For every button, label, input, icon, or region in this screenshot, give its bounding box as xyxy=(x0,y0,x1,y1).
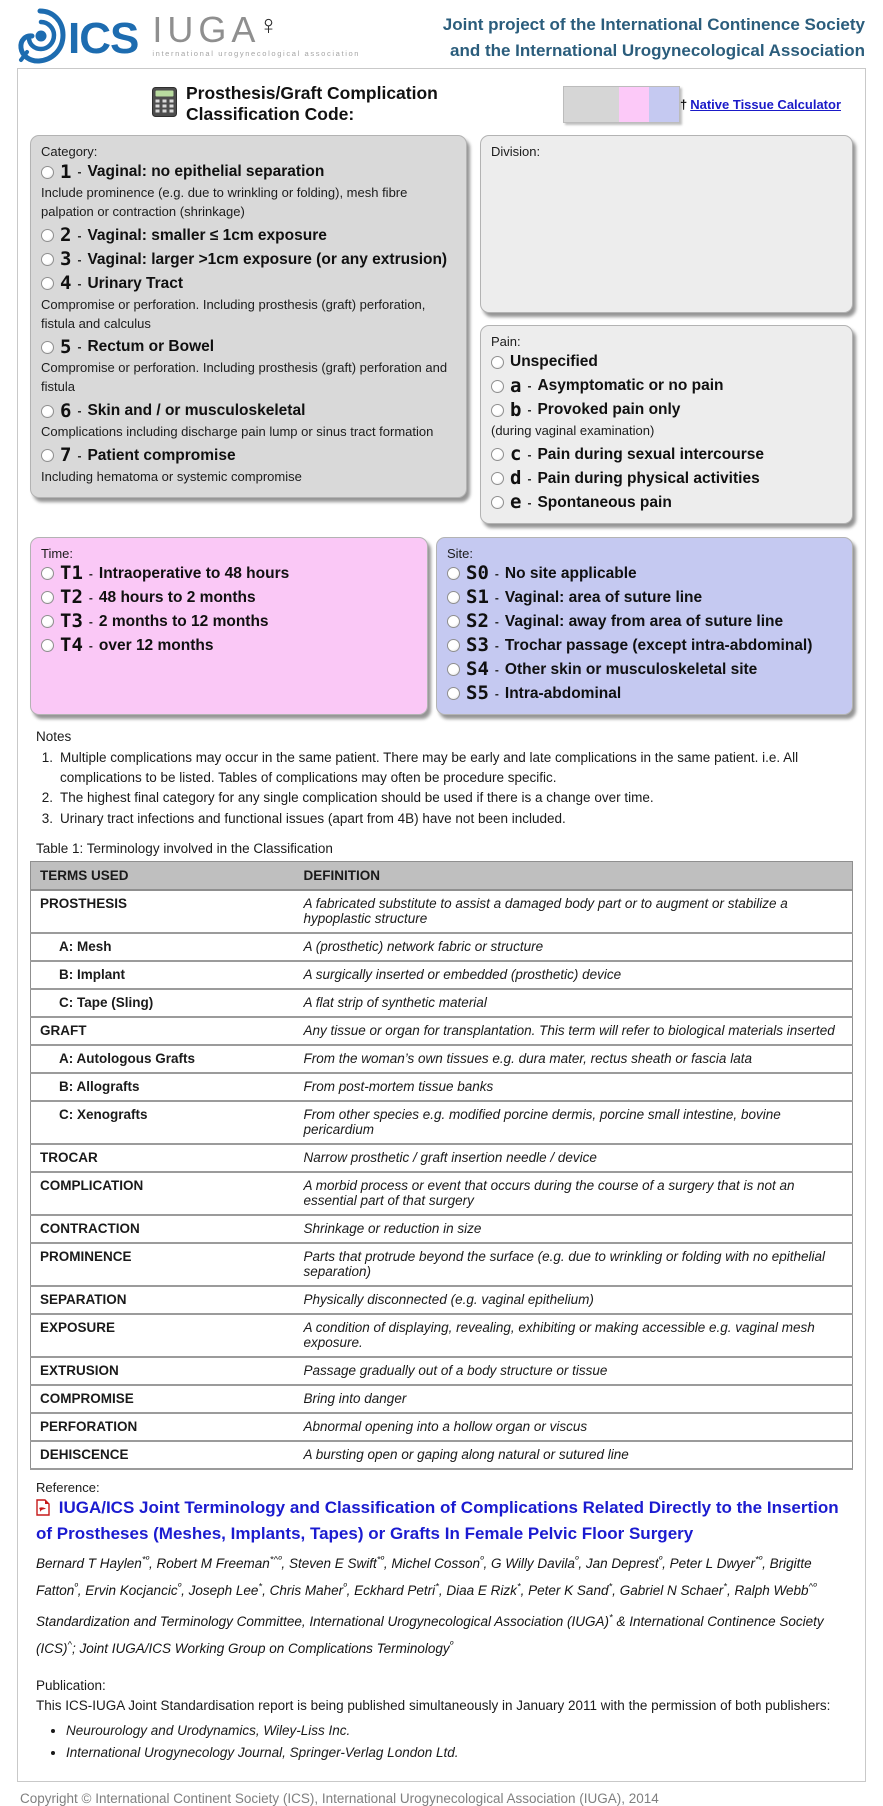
table-row: EXTRUSION Passage gradually out of a body structure or tissue xyxy=(31,1357,853,1385)
category-option-4-desc: Compromise or perforation. Including prosthesis (graft) perforation, fistula and calculus xyxy=(41,296,426,331)
radio-button[interactable] xyxy=(41,166,54,179)
notes-section xyxy=(30,715,853,831)
table-row: DEHISCENCE A bursting open or gaping along natural or sutured line xyxy=(31,1441,853,1469)
table-row: A: Autologous Grafts From the woman’s own tissues e.g. dura mater, rectus sheath or fascia lata xyxy=(31,1045,853,1073)
category-box xyxy=(30,135,467,498)
category-option-4[interactable]: 4 - Urinary Tract xyxy=(41,272,456,296)
radio-button[interactable] xyxy=(447,687,460,700)
author: Robert M Freeman$^{*\^{}º}$ , xyxy=(157,1556,289,1571)
joint-project-tagline xyxy=(443,8,865,63)
site-label: Site: xyxy=(447,545,474,561)
table-row: PERFORATION Abnormal opening into a hollow organ or viscus xyxy=(31,1413,853,1441)
pain-option-c[interactable]: c - Pain during sexual intercourse xyxy=(491,443,842,467)
page-header xyxy=(0,0,883,68)
table-row: C: Xenografts From other species e.g. modified porcine dermis, porcine small intestine, bovine pericardium xyxy=(31,1101,853,1144)
radio-button[interactable] xyxy=(41,615,54,628)
category-option-6-desc: Complications including discharge pain lump or sinus tract formation xyxy=(41,424,434,440)
radio-button[interactable] xyxy=(491,496,504,509)
site-option-s4[interactable]: S4 - Other skin or musculoskeletal site xyxy=(447,658,842,682)
ics-logo xyxy=(14,8,138,69)
table-row: CONTRACTION Shrinkage or reduction in size xyxy=(31,1215,853,1243)
author: Brigitte Fatton$^º$ , xyxy=(36,1556,812,1598)
publication-item: • Neurourology and Urodynamics, Wiley-Liss Inc. xyxy=(66,1720,847,1742)
pain-box xyxy=(480,325,853,524)
table-row: PROSTHESIS A fabricated substitute to assist a damaged body part or to augment or stabilize a hypoplastic structure xyxy=(31,890,853,933)
column-header-terms: TERMS USED xyxy=(31,861,295,890)
radio-button[interactable] xyxy=(491,448,504,461)
category-option-6[interactable]: 6 - Skin and / or musculoskeletal xyxy=(41,399,456,423)
pain-option-b[interactable]: b - Provoked pain only xyxy=(491,398,842,422)
division-label: Division: xyxy=(491,144,541,159)
code-segment-category xyxy=(564,87,619,122)
radio-button[interactable] xyxy=(447,639,460,652)
table-row: A: Mesh A (prosthetic) network fabric or structure xyxy=(31,933,853,961)
category-option-7-desc: Including hematoma or systemic compromise xyxy=(41,468,302,484)
radio-button[interactable] xyxy=(447,663,460,676)
pain-option-e[interactable]: e - Spontaneous pain xyxy=(491,491,842,515)
author: Diaa E Rizk* , xyxy=(446,1583,528,1598)
tagline-line-1: Joint project of the International Continence Society xyxy=(442,15,865,34)
tagline-line-2: and the International Urogynecological Association xyxy=(450,40,865,60)
category-option-3[interactable]: 3 - Vaginal: larger >1cm exposure (or any extrusion) xyxy=(41,248,456,272)
category-option-5-desc: Compromise or perforation. Including prosthesis (graft) perforation and fistula xyxy=(41,360,448,395)
committee-line: Standardization and Terminology Committee, International Urogynecological Association (IUGA)* & International Continence Society (ICS)^; Joint IUGA/ICS Working Group on Complications Terminology$^º$ xyxy=(36,1612,824,1656)
radio-button[interactable] xyxy=(491,380,504,393)
radio-button[interactable] xyxy=(41,229,54,242)
pain-label: Pain: xyxy=(491,334,521,349)
note-item: The highest final category for any single complication should be used if there is a change over time. xyxy=(60,790,654,806)
table-row: EXPOSURE A condition of displaying, revealing, exhibiting or making accessible e.g. vaginal mesh exposure. xyxy=(31,1314,853,1357)
reference-section xyxy=(30,1470,853,1765)
publication-text: This ICS-IUGA Joint Standardisation report is being published simultaneously in January 2011 with the permission of both publishers: xyxy=(36,1697,831,1713)
time-box xyxy=(30,537,428,715)
author: Chris Maher$^º$ , xyxy=(270,1583,355,1598)
pain-option-b-desc: (during vaginal examination) xyxy=(491,423,655,438)
site-option-s0[interactable]: S0 - No site applicable xyxy=(447,562,842,586)
table-row: COMPROMISE Bring into danger xyxy=(31,1385,853,1413)
iuga-logo-text: IUGA xyxy=(152,9,261,50)
author: G Willy Davila$^º$ , xyxy=(491,1556,586,1571)
site-option-s2[interactable]: S2 - Vaginal: away from area of suture line xyxy=(447,610,842,634)
female-symbol-icon: ♀ xyxy=(258,10,279,40)
category-label: Category: xyxy=(41,144,98,159)
terminology-table xyxy=(30,861,853,1470)
time-label: Time: xyxy=(41,545,74,561)
radio-button[interactable] xyxy=(491,472,504,485)
time-option-t1[interactable]: T1 - Intraoperative to 48 hours xyxy=(41,562,417,586)
terminology-table-section xyxy=(30,831,853,1470)
publication-heading: Publication: xyxy=(36,1677,106,1693)
page-title: Prosthesis/Graft Complication Classification Code: xyxy=(186,83,438,124)
ics-drop-icon xyxy=(14,8,66,69)
notes-heading: Notes xyxy=(36,728,72,744)
category-option-7[interactable]: 7 - Patient compromise xyxy=(41,444,456,468)
native-tissue-calculator xyxy=(680,97,849,112)
pain-option-d[interactable]: d - Pain during physical activities xyxy=(491,467,842,491)
title-row xyxy=(30,79,853,135)
authors-list xyxy=(36,1550,847,1604)
radio-button[interactable] xyxy=(491,356,504,369)
copyright-notice: Copyright © International Continent Society (ICS), International Urogynecological Association (IUGA), 2014 xyxy=(20,1790,659,1806)
author: Peter K Sand* , xyxy=(528,1583,620,1598)
logo-group xyxy=(14,8,360,69)
reference-title-link[interactable]: IUGA/ICS Joint Terminology and Classification of Complications Related Directly to the Insertion of Prostheses (Meshes, Implants, Tapes) or Grafts In Female Pelvic Floor Surgery xyxy=(36,1497,839,1543)
table-row: PROMINENCE Parts that protrude beyond the surface (e.g. due to wrinkling or folding with no epithelial separation) xyxy=(31,1243,853,1286)
site-box xyxy=(436,537,853,715)
classification-code-display xyxy=(563,86,680,123)
note-item: Urinary tract infections and functional issues (apart from 4B) have not been included. xyxy=(60,810,566,826)
code-segment-site xyxy=(649,87,679,122)
division-box xyxy=(480,135,853,313)
note-item: Multiple complications may occur in the same patient. There may be early and late complications in the same patient. i.e. All complications to be listed. Tables of complications may often be procedure specific. xyxy=(60,749,799,786)
publication-item: • International Urogynecology Journal, Springer-Verlag London Ltd. xyxy=(66,1742,847,1764)
native-tissue-calculator-link[interactable]: Native Tissue Calculator xyxy=(690,96,841,112)
site-option-s3[interactable]: S3 - Trochar passage (except intra-abdominal) xyxy=(447,634,842,658)
author: Jan Deprest$^º$ , xyxy=(586,1556,670,1571)
pdf-icon xyxy=(36,1501,55,1520)
radio-button[interactable] xyxy=(41,277,54,290)
radio-button[interactable] xyxy=(491,404,504,417)
calculator-icon xyxy=(152,87,177,122)
table-caption: Table 1: Terminology involved in the Classification xyxy=(36,840,333,856)
author: Ervin Kocjancic$^º$ , xyxy=(85,1583,188,1598)
radio-button[interactable] xyxy=(41,405,54,418)
table-row: B: Allografts From post-mortem tissue banks xyxy=(31,1073,853,1101)
ics-logo-text: ICS xyxy=(68,13,139,63)
category-option-5[interactable]: 5 - Rectum or Bowel xyxy=(41,335,456,359)
code-segment-time xyxy=(619,87,649,122)
category-option-1-desc: Include prominence (e.g. due to wrinkling or folding), mesh fibre palpation or contraction (shrinkage) xyxy=(41,185,408,219)
dagger-icon: † xyxy=(680,96,688,112)
time-option-t2[interactable]: T2 - 48 hours to 2 months xyxy=(41,586,417,610)
iuga-logo-subtext: international urogynecological association xyxy=(152,49,361,58)
author: Eckhard Petri* , xyxy=(354,1583,446,1598)
iuga-logo xyxy=(152,9,361,58)
site-option-s5[interactable]: S5 - Intra-abdominal xyxy=(447,682,842,706)
radio-button[interactable] xyxy=(447,567,460,580)
author: Bernard T Haylen$^{*º}$ , xyxy=(36,1556,157,1571)
pain-option-a[interactable]: a - Asymptomatic or no pain xyxy=(491,374,842,398)
table-row: SEPARATION Physically disconnected (e.g. vaginal epithelium) xyxy=(31,1286,853,1314)
calculator-panel xyxy=(17,68,866,1782)
category-option-1[interactable]: 1 - Vaginal: no epithelial separation xyxy=(41,160,456,184)
radio-button[interactable] xyxy=(41,567,54,580)
table-row: C: Tape (Sling) A flat strip of synthetic material xyxy=(31,989,853,1017)
radio-button[interactable] xyxy=(447,591,460,604)
author: Gabriel N Schaer* , xyxy=(620,1583,735,1598)
time-option-t4[interactable]: T4 - over 12 months xyxy=(41,634,417,658)
radio-button[interactable] xyxy=(41,341,54,354)
table-row: COMPLICATION A morbid process or event that occurs during the course of a surgery that is not an essential part of that surgery xyxy=(31,1172,853,1215)
radio-button[interactable] xyxy=(41,639,54,652)
publication-list xyxy=(66,1720,847,1765)
site-option-s1[interactable]: S1 - Vaginal: area of suture line xyxy=(447,586,842,610)
reference-title xyxy=(36,1497,847,1546)
author: Joseph Lee* , xyxy=(189,1583,270,1598)
radio-button[interactable] xyxy=(41,591,54,604)
reference-heading: Reference: xyxy=(36,1479,100,1495)
radio-button[interactable] xyxy=(41,253,54,266)
radio-button[interactable] xyxy=(41,449,54,462)
radio-button[interactable] xyxy=(447,615,460,628)
author: Steven E Swift$^{*º}$ , xyxy=(289,1556,391,1571)
author: Peter L Dwyer$^{*º}$ , xyxy=(670,1556,770,1571)
category-option-2[interactable]: 2 - Vaginal: smaller ≤ 1cm exposure xyxy=(41,224,456,248)
time-option-t3[interactable]: T3 - 2 months to 12 months xyxy=(41,610,417,634)
author: Ralph Webb$^{\^{}º}$ xyxy=(734,1581,817,1598)
author: Michel Cosson$^º$ , xyxy=(391,1556,491,1571)
table-row: GRAFT Any tissue or organ for transplantation. This term will refer to biological materials inserted xyxy=(31,1017,853,1045)
table-row: B: Implant A surgically inserted or embedded (prosthetic) device xyxy=(31,961,853,989)
column-header-definition: DEFINITION xyxy=(295,861,853,890)
table-row: TROCAR Narrow prosthetic / graft insertion needle / device xyxy=(31,1144,853,1172)
pain-option-unspecified[interactable]: Unspecified xyxy=(491,350,842,374)
